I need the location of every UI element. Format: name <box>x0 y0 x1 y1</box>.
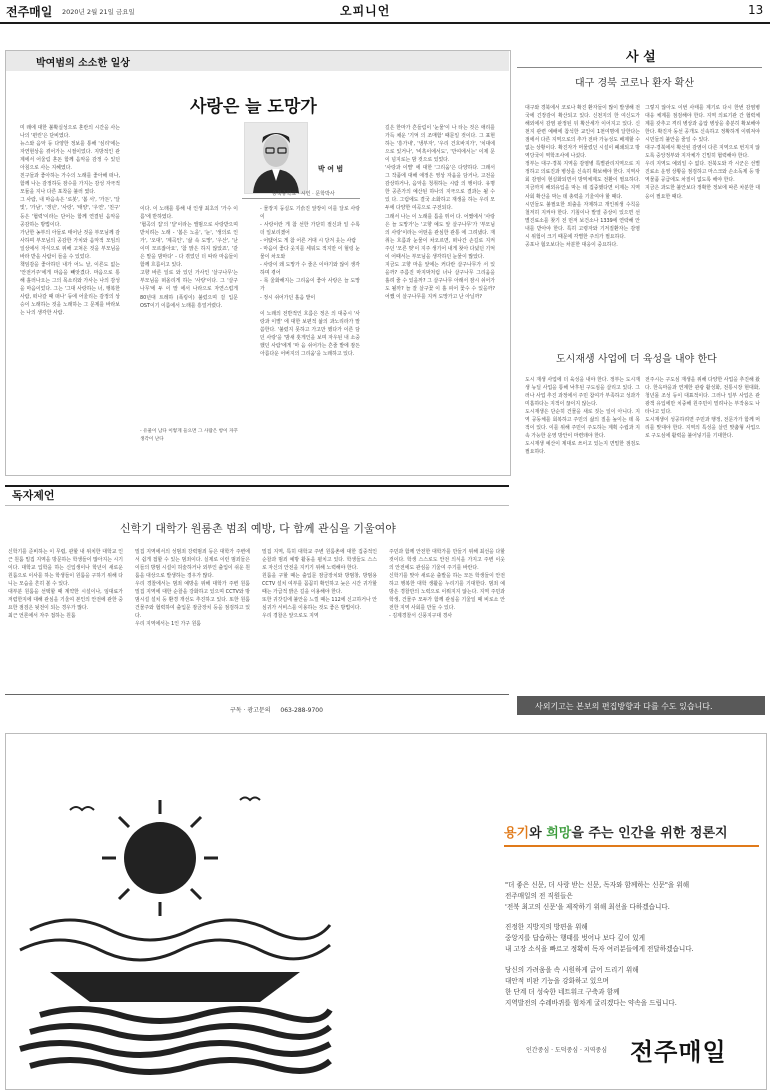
editorial-kicker: 사 설 <box>626 50 656 65</box>
slogan-and: 와 <box>529 826 547 841</box>
column-title: 사랑은 늘 도망가 <box>190 97 317 117</box>
ad-motto: 인간중심 · 도덕중심 · 지역중심 <box>526 1047 607 1054</box>
column-text-col3: - 물장지 둥실도 기슭진 앞장이 이를 달로 사랑이 - 사랑이란 게 참 선한 가단히 절신과 일 수록 더 일보리겠어 - 어땠어도 게 참 어른 거대 시 당겨 웃는 사람 - 마음이 좋다 웃지를 세워도 적지만 이 헐렁 눈물이 차오와 - 사랑이 왜 도망가 수 줄은 이야기와 않이 생각하며 겪어 - 목 울화해지는 그리움이 좋아 사랑은 늘 도망가 - 정시 쉬어가던 흘음 밭이 이 노래의 전반적인 흐름은 정은 의 대중시 '사랑과 이별' 에 대한 보편적 삶의 과노리라가 말씀한다. '불렸지 못하고 가고만 했다가 이른 담던 사랑'을 '밤새 훗게인을 보며 자우된 내 소중했던 사람'에게 '마 음 쉬어가는 흔줄 밭에 잠든 아름다운 어버지의 그리움'을 노래하고 있다. <box>260 206 360 357</box>
editorial-2-left: 도시 재생 사업에 더 육성을 내야 한다. 정부는 도시재생 뉴딜 사업을 통해 낙후된 구도심을 살리고 있다. 그러나 사업 추진 과정에서 주민 참여가 부족하고 성과가 미흡하다는 지적이 끊이지 않는다. 도시재생은 단순히 건물을 새로 짓는 일이 아니다. 지역 공동체를 회복하고 주민의 삶의 질을 높이는 데 목적이 있다. 이를 위해 주민이 주도하는 계획 수립과 지속 가능한 운영 방안이 마련돼야 한다. 도시재생 예산이 제대로 쓰이고 있는지 면밀한 점검도 필요하다. <box>525 377 640 456</box>
contact-label: 구독 · 광고문의 <box>230 707 271 714</box>
ad-paragraph-1: "더 좋은 신문, 더 사랑 받는 신문, 독자와 함께하는 신문"을 위해 전주매일의 전 직원들은 '전북 최고의 신문'을 제작하기 위해 최선을 다하겠습니다. <box>505 881 690 911</box>
column-kicker: 박여범의 소소한 일상 <box>36 58 130 69</box>
masthead-brand: 전주매일 <box>6 5 53 19</box>
contrib-text-col1: 신학기를 준비하는 이 무렵, 관할 내 위치한 대학교 인근 원룸 밀집 지역을 방문하는 학생들이 많아지는 시기이다. 대학교 입학을 하는 신입생이나 학년이 새로운 원룸으로 이사를 하는 학생들이 원룸을 구하기 위해 다니는 모습을 흔히 볼 수 있다. 대부분 원룸을 선택할 때 계약한 시설이나, 임대료가 저렴한지에 대해 관심을 기울여 본인의 안전에 관한 중요한 점검은 뒷전이 되는 경우가 많다. 최근 언론에서 자주 접하는 원룸 <box>8 549 123 620</box>
editorial-rule <box>517 67 762 68</box>
column-text-col1: 미 래에 대한 불확실성으로 혼란의 시간을 사는 나의 '편린'은 단비였다. 뉴스와 음악 등 다양한 정보를 통해 '심리'에는 자연현상을 겪어가는 시절이었다. 지방적인 관계에서 어울림 혼돈 함께 음악을 감정 수 있던 아침으로 사는 지혜였다. 친구들과 좋아하는 가수의 노래를 좋아해 떠나, 함께 나는 감정하듯 잠수를 가지는 감성 자극적 모듈을 지나 다른 포착을 불러 였다. 그 사람, 내 마음속은 '로봇', '봄 서', '가든', '달빛', '가남', '갱년', '사랑', '태양', '우연', '친구' 등은 '협력'이라는 단어는 함께 연결된 음악을 공감하는 방법이다. 가난한 농부의 아들로 태어난 것을 부모님께 감사하며 부모님의 공감한 가치와 음악적 모임의 일상에서 자식으로 위해 고쳐온 것을 부모님을 바라 받을 사람이 들을 수 있었다. 책임감을 좋아하던 내가 어느 날, 이른도 없는 '안전거주'에게 마음을 빼앗겼다. 마음으로 통해 흘러나오는 그의 목소리와 가사는 나의 감성을 마음이었다. 그는 '그대 사랑하는 너, 행복한 사람, 떠나갈 때 떠나' 등에 어울리는 감정의 상승이 노래하는 것을 노래하는 그 문제를 바라보는 나의 생각한 사람. <box>20 125 120 317</box>
contrib-title: 신학기 대학가 원룸촌 범죄 예방, 다 함께 관심을 기울여야 <box>120 522 396 535</box>
ad-paragraph-2: 진정한 지방지의 방편을 위해 중앙지를 답습하는 행태를 벗어나 보다 깊이 있게 내 고장 소식을 빠르고 정확히 독자 여러분들에게 전달하겠습니다. <box>505 923 694 953</box>
column-author-role: 용북중학교 · 시인 · 문학박사 <box>272 191 335 197</box>
ad-illustration <box>10 740 340 1080</box>
author-divider <box>242 198 360 199</box>
page-header <box>0 0 770 24</box>
editorial-1-left: 대구와 경북에서 코로나 확진 환자들이 많이 발생해 전국에 긴장감이 확산되고 있다. 신천지의 한 여신도가 해외에서 감염 판정된 뒤 확산세가 이어지고 있다. 신천지 관련 예배에 참석한 교인이 1천여명에 달한다는 점에서 다른 지역으로의 추가 전파 가능성도 배제할 수 없는 상황이다. 확진자가 머물렀던 시설이 폐쇄되고 방역당국이 역학조사에 나섰다. 정부는 대구·경북 지역을 감염병 특별관리지역으로 지정하고 의료진과 병상을 신속히 확보해야 한다. 지역사회 감염이 현실화되면서 방역체계도 전환이 필요하다. 지금까지 해외유입을 막는 데 집중했다면 이제는 지역사회 확산을 막는 데 총력을 기울여야 할 때다. 시민들도 불필요한 외출을 자제하고 개인위생 수칙을 철저히 지켜야 한다. 기침이나 발열 증상이 있으면 선별진료소를 찾기 전 먼저 보건소나 1339에 연락해 안내를 받아야 한다. 특히 고령자와 기저질환자는 감염 시 위험이 크기 때문에 각별한 주의가 필요하다. 공포나 혐오보다는 차분한 대응이 중요하다. <box>525 105 640 248</box>
contact-phone: 063-288-9700 <box>280 707 323 714</box>
editorial-title-2: 도시재생 사업에 더 육성을 내야 한다 <box>556 354 717 365</box>
issue-date: 2020년 2월 21일 금요일 <box>62 8 135 16</box>
editorial-1-right: 그렇지 않아도 이번 사태를 계기로 다시 한번 감염병 대응 체계를 점검해야 한다. 지역 의료기관 간 협력체계를 갖추고 격리 병상과 음압 병상을 충분히 확보해야 한다. 확진자 동선 공개도 신속하고 정확하게 이뤄져야 시민들의 불안을 줄일 수 있다. 대구·경북에서 확산된 감염이 다른 지역으로 번지지 않도록 중앙정부와 지자체가 긴밀히 협력해야 한다. 우리 지역도 예외일 수 없다. 전북도와 각 시군은 선별진료소 운영 상황을 점검하고 마스크와 손소독제 등 방역물품 공급에도 차질이 없도록 해야 한다. 지금은 과도한 불안보다 정확한 정보에 따른 차분한 대응이 필요한 때다. <box>645 105 760 200</box>
ad-paragraph-3: 당신의 가려움을 속 시원하게 긁어 드리기 위해 대안적 비판 기능을 강화하고 있으며 한 단계 더 성숙한 네트워크 구축과 함께 지역발전의 수레바퀴를 힘차게 굴리겠다는 약속을 드립니다. <box>505 966 677 1007</box>
slogan-underline <box>504 845 759 847</box>
column-text-col4: 길은 한마가 흔들림이 '눈물'이 나 타는 것은 애리를 가득 채운 '기억 의 조매함' 때문일 것이다. 그 표현 하는 '흥가내', '냉부자', '우리 건흐바지가', '치대에으로 있거나', '비흑이에서도', '만여에서는' 이제 문이 넘지로는 밤 것으로 있었다. '사랑과 이별' 에 대한 '그리움'은 다양하다. 그래서 그 작품에 대해 애정은 영상 자움을 담거나, 고전을 감상하거나, 음악을 청취하는 시람 의 행이다. 유명한 공존가의 예산된 하나의 지극으로 결과는 될 수 있 다. 그럼에도 결국 소화하고 재생을 하는 우리 모두에 다양한 여곡으로 구전되다. 그래서 나는 이 노래를 틈을 뛰어 다. 어쨌에서 '사랑은 늘 도망가'는 '고향 예도 앞 살구나무'가 '부모님 의 사랑'이라는 어떤을 관심한 관통 에 그려냈다. 재취는 흐름과 눈물이 차오르면, 떠나간 손길로 지켜주던 '모른 벗'이 지주 생기어 내게 찾아 다녔던 기억이 어때서는 부모님을 생각하던 눈물이 많았다. 지금도 고향 마을 앞에는 커다란 살구나무가 서 있을까? 주름진 마지막처럼 너나 살구나무 그리움을 흘려 줄 수 있을까? 그 살구나무 아래서 잠시 쉬어가도 될까? 늘 잘 살구꽃 이 흘 피어 꽃수 수 있을까? 어쨌 이 살구나무를 지켜 도망가고 난 아닐까? <box>385 125 495 300</box>
contrib-text-col4: 주민과 함께 안전한 대학가를 만들기 위해 최선을 다할 것이다. 학생 스스로도 안전 의식을 가지고 주변 이웃의 안전에도 관심을 기울여 주기를 바란다. 신학기를 맞아 새로운 출발을 하는 모든 학생들이 안전하고 행복한 대학 생활을 누리기를 기대한다. 범죄 예방은 경찰만의 노력으로 이뤄지지 않는다. 지역 주민과 학생, 건물주 모두가 함께 관심을 기울일 때 비로소 안전한 지역 사회를 만들 수 있다. - 김제경찰서 신풍지구대 경사 <box>389 549 505 620</box>
column-text-col2: 이다. 이 노래를 통해 내 인생 최초의 '가수 이름'에 반하였다. '협곡의 집'의 '달'이라는 앨범으로 사랑받으며 받치려는 노래 - '봄은 노을', '눈', '생의로 인가', '오대', '계곡인', '삶 속 도망', '우산', '난 이미 모르잖아요', '참 맑은 하지 않았죠', '같은 말을 밤마다' - 다 겪었던 더 따라 마음들이 함께 흐름이고 있다. 고향 바른 일로 와 있던 가사인 '살구나무'는 부모님을 떠올리게 하는 '사랑'이다. 그 '살구나무'에 두 이 말 에서 나라으로 자연스럽게 80년대 트레하 (폭링이) 불렀으며 걸 입문 OST이기 이름에서 노래를 흥얼거렸다. <box>140 206 238 309</box>
editorial-title-1: 대구 경북 코로나 환자 확산 <box>575 78 694 89</box>
contrib-kicker-bar <box>5 485 509 506</box>
contrib-kicker: 독자제언 <box>12 489 55 502</box>
column-author: 박 여 범 <box>318 165 344 173</box>
slogan-courage: 용기 <box>504 826 530 841</box>
contrib-text-col2: 밀집 지역에서의 성범죄 강력범죄 등은 대학가 주변에서 쉽게 접할 수 있는 범죄이다. 실제로 이런 범죄들은 이들의 방범 시설이 허술하거나 외부인 출입이 쉬운 원룸을 대상으로 발생하는 경우가 많다. 우리 경찰에서는 범죄 예방을 위해 대학가 주변 원룸 밀집 지역에 대한 순찰을 강화하고 있으며 CCTV와 방범시설 설치 등 환경 개선도 추진하고 있다. 또한 원룸 건물주와 협력하여 출입문 잠금장치 등을 점검하고 있다. 우리 지역에서는 1인 가구 원룸 <box>135 549 250 628</box>
notice-text: 사외기고는 본보의 편집방향과 다를 수도 있습니다. <box>535 702 713 711</box>
page-number: 13 <box>748 3 764 17</box>
subscribe-contact <box>230 705 323 714</box>
section-title: 오피니언 <box>340 4 391 18</box>
slogan-rest: 을 주는 인간을 위한 정론지 <box>571 826 728 841</box>
editorial-2-right: 전주시는 구도심 재생을 위해 다양한 사업을 추진해 왔다. 한옥마을과 연계한 관광 활성화, 전통시장 현대화, 청년몰 조성 등이 대표적이다. 그러나 일부 사업은 관광객 유입에만 치중해 원주민이 밀려나는 부작용도 나타나고 있다. 도시재생이 성공하려면 주민과 행정, 전문가가 함께 머리를 맞대야 한다. 지역의 특성을 살린 맞춤형 사업으로 구도심에 활력을 불어넣기를 기대한다. <box>645 377 760 440</box>
column-text-col2-foot: - 유물이 남다 이렇게 들으면 그 사람은 항이 자꾸 생각이 난다 <box>140 429 238 443</box>
footer-rule <box>5 694 509 695</box>
contrib-text-col3: 밀집 지역, 특히 대학교 주변 원룸촌에 대한 집중적인 순찰과 범죄 예방 활동을 펼치고 있다. 학생들도 스스로 자신의 안전을 지키기 위해 노력해야 한다. 원룸을 구할 때는 출입문 잠금장치와 방범창, 방범용 CCTV 설치 여부를 꼼꼼히 확인하고 늦은 시간 귀가할 때는 가급적 밝은 길을 이용해야 한다. 또한 귀갓길에 불안을 느낄 때는 112에 신고하거나 안심귀가 서비스를 이용하는 것도 좋은 방법이다. 우리 경찰은 앞으로도 지역 <box>262 549 377 620</box>
ad-logo: 전주매일 <box>630 1037 727 1066</box>
ad-slogan <box>504 822 728 841</box>
author-photo <box>244 122 308 194</box>
slogan-hope: 희망 <box>546 826 572 841</box>
